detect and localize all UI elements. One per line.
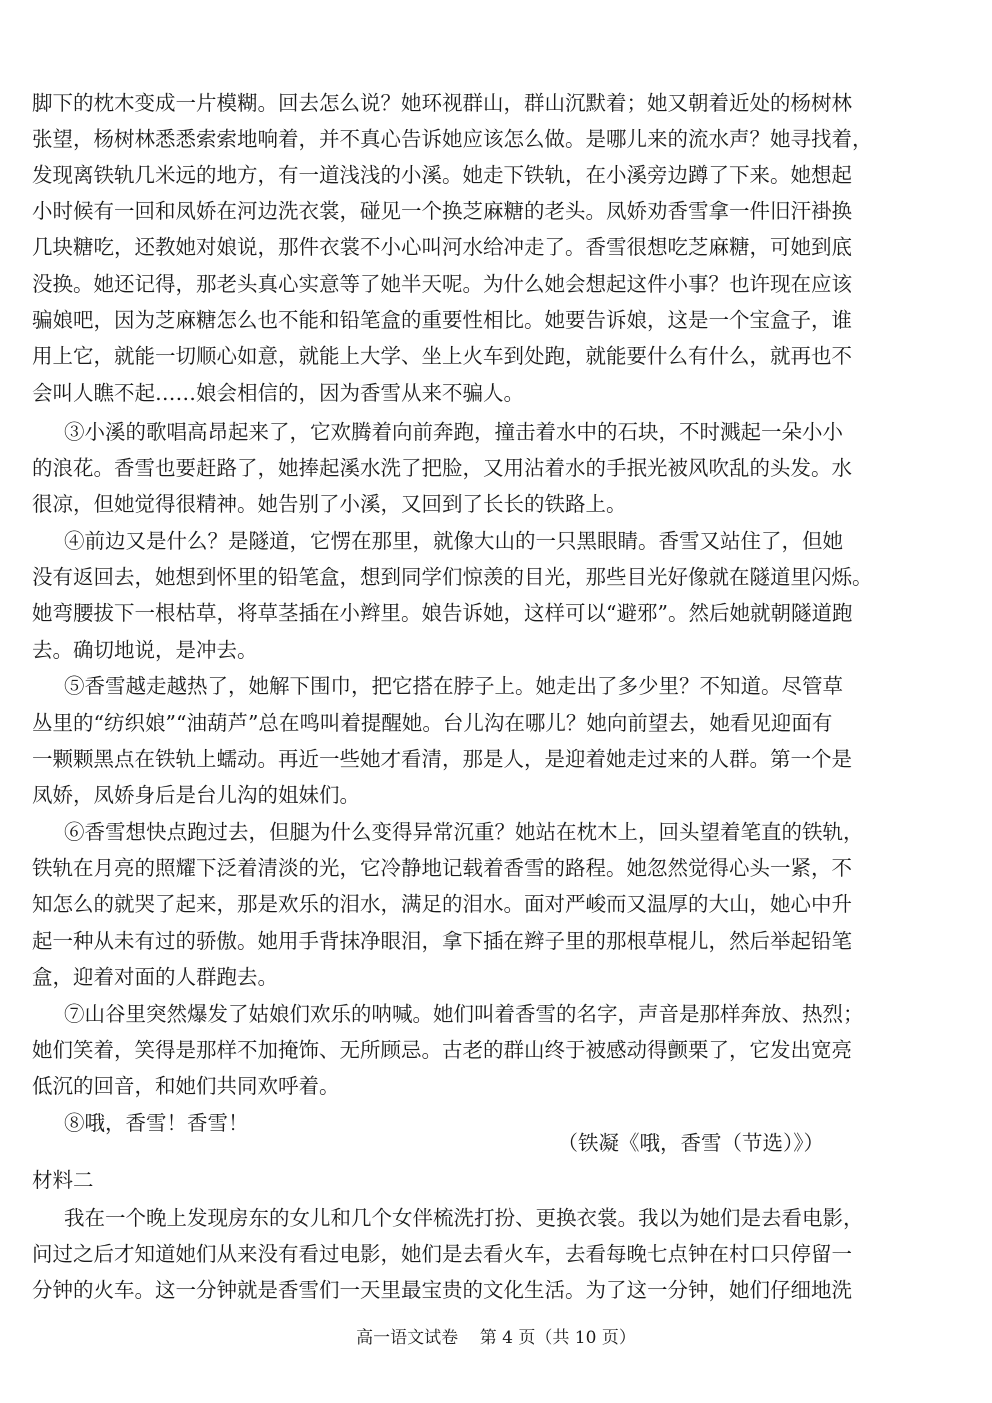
text-line: 一颗颗黑点在铁轨上蠕动。再近一些她才看清，那是人，是迎着她走过来的人群。第一个是 (32, 747, 852, 771)
paragraph-3-line: ③小溪的歌唱高昂起来了，它欢腾着向前奔跑，撞击着水中的石块，不时溅起一朵小小 (64, 420, 843, 444)
text-line: 小时候有一回和凤娇在河边洗衣裳，碰见一个换芝麻糖的老头。凤娇劝香雪拿一件旧汗褂换 (32, 199, 852, 223)
text-line: 起一种从未有过的骄傲。她用手背抹净眼泪，拿下插在辫子里的那根草棍儿，然后举起铅笔 (32, 929, 852, 953)
text-line: 丛里的“纺织娘”“油葫芦”总在鸣叫着提醒她。台儿沟在哪儿？她向前望去，她看见迎面有 (32, 711, 833, 735)
text-line: 没有返回去，她想到怀里的铅笔盒，想到同学们惊羡的目光，那些目光好像就在隧道里闪烁。 (32, 565, 873, 589)
text-line: 低沉的回音，和她们共同欢呼着。 (32, 1074, 340, 1098)
text-line: 会叫人瞧不起……娘会相信的，因为香雪从来不骗人。 (32, 381, 524, 405)
text-line: 很凉，但她觉得很精神。她告别了小溪，又回到了长长的铁路上。 (32, 492, 627, 516)
text-line: 没换。她还记得，那老头真心实意等了她半天呢。为什么她会想起这件小事？也许现在应该 (32, 272, 852, 296)
text-line: 凤娇，凤娇身后是台儿沟的姐妹们。 (32, 783, 360, 807)
text-line: 分钟的火车。这一分钟就是香雪们一天里最宝贵的文化生活。为了这一分钟，她们仔细地洗 (32, 1278, 852, 1302)
text-line: 脚下的枕木变成一片模糊。回去怎么说？她环视群山，群山沉默着；她又朝着近处的杨树林 (32, 91, 852, 115)
text-line: 的浪花。香雪也要赶路了，她捧起溪水洗了把脸，又用沾着水的手抿光被风吹乱的头发。水 (32, 456, 852, 480)
text-line: 问过之后才知道她们从来没有看过电影，她们是去看火车，去看每晚七点钟在村口只停留一 (32, 1242, 852, 1266)
text-line: 盒，迎着对面的人群跑去。 (32, 965, 278, 989)
paragraph-5-line: ⑤香雪越走越热了，她解下围巾，把它搭在脖子上。她走出了多少里？不知道。尽管草 (64, 674, 843, 698)
paragraph-7-line: ⑦山谷里突然爆发了姑娘们欢乐的呐喊。她们叫着香雪的名字，声音是那样奔放、热烈； (64, 1002, 864, 1026)
text-line: 去。确切地说，是冲去。 (32, 638, 258, 662)
text-line: 几块糖吃，还教她对娘说，那件衣裳不小心叫河水给冲走了。香雪很想吃芝麻糖，可她到底 (32, 235, 852, 259)
text-line: 发现离铁轨几米远的地方，有一道浅浅的小溪。她走下铁轨，在小溪旁边蹲了下来。她想起 (32, 163, 852, 187)
text-line: 她弯腰拔下一根枯草，将草茎插在小辫里。娘告诉她，这样可以“避邪”。然后她就朝隧道跑 (32, 601, 853, 625)
paragraph-6-line: ⑥香雪想快点跑过去，但腿为什么变得异常沉重？她站在枕木上，回头望着笔直的铁轨， (64, 820, 864, 844)
material-2-heading: 材料二 (32, 1168, 94, 1192)
source-citation: （铁凝《哦，香雪（节选）》） (557, 1131, 824, 1155)
text-line: 她们笑着，笑得是那样不加掩饰、无所顾忌。古老的群山终于被感动得颤栗了，它发出宽亮 (32, 1038, 852, 1062)
footer-page-number: 第 4 页（共 10 页） (479, 1328, 636, 1348)
paragraph-8-line: ⑧哦，香雪！香雪！ (64, 1111, 249, 1135)
text-line: 知怎么的就哭了起来，那是欢乐的泪水，满足的泪水。面对严峻而又温厚的大山，她心中升 (32, 892, 852, 916)
footer-subject: 高一语文试卷 (356, 1328, 459, 1348)
text-line: 骗娘吧，因为芝麻糖怎么也不能和铅笔盒的重要性相比。她要告诉娘，这是一个宝盒子，谁 (32, 308, 852, 332)
paragraph-4-line: ④前边又是什么？是隧道，它愣在那里，就像大山的一只黑眼睛。香雪又站住了，但她 (64, 529, 843, 553)
material-2-line: 我在一个晚上发现房东的女儿和几个女伴梳洗打扮、更换衣裳。我以为她们是去看电影， (64, 1206, 864, 1230)
text-line: 张望，杨树林悉悉索索地响着，并不真心告诉她应该怎么做。是哪儿来的流水声？她寻找着， (32, 127, 873, 151)
text-line: 铁轨在月亮的照耀下泛着清淡的光，它冷静地记载着香雪的路程。她忽然觉得心头一紧，不 (32, 856, 852, 880)
page-footer (0, 1326, 992, 1350)
text-line: 用上它，就能一切顺心如意，就能上大学、坐上火车到处跑，就能要什么有什么，就再也不 (32, 344, 852, 368)
